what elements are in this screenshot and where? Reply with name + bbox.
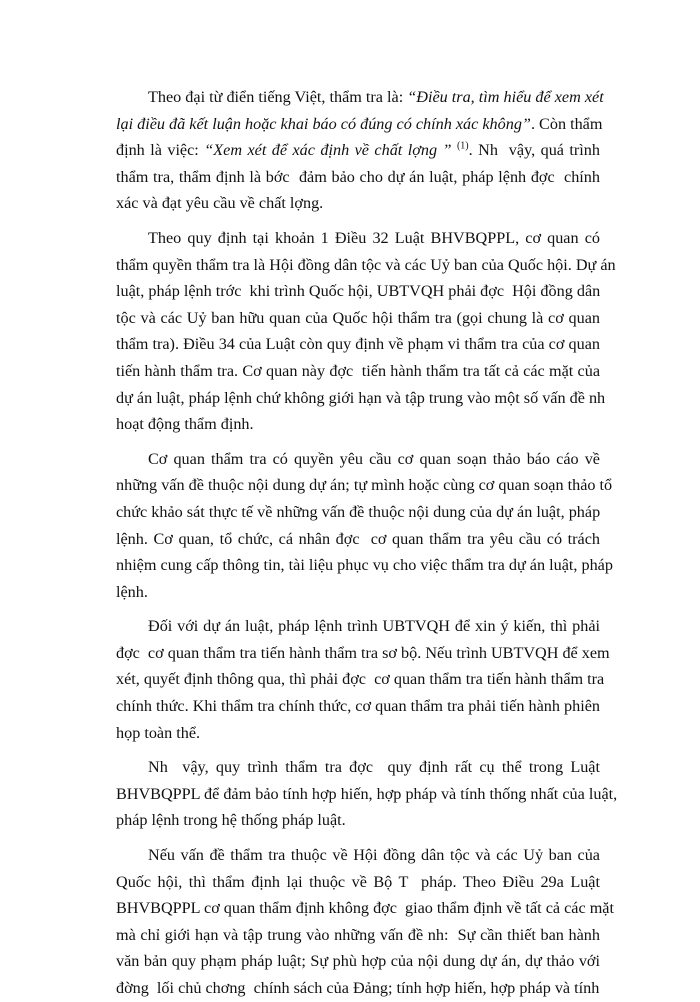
paragraph-line: BHVBQPPL cơ quan thẩm định không đợc giao thẩm định về tất cả các mặt	[116, 899, 614, 918]
paragraph-line: pháp lệnh trong hệ thống pháp luật.	[116, 811, 346, 830]
paragraph-line: định là việc: “Xem xét để xác định về chất lợng ” $^{(1)}$. Nh vậy, quá trình	[116, 140, 600, 160]
paragraph-5	[116, 754, 618, 834]
paragraph-line: tộc và các Uỷ ban hữu quan của Quốc hội thẩm tra (gọi chung là cơ quan	[116, 308, 600, 327]
paragraph-line: mà chỉ giới hạn và tập trung vào những vấn đề nh: Sự cần thiết ban hành	[116, 925, 600, 944]
paragraph-line: Đối với dự án luật, pháp lệnh trình UBTVQH để xin ý kiến, thì phải	[148, 617, 600, 636]
paragraph-line: họp toàn thể.	[116, 723, 201, 742]
paragraph-3	[116, 446, 613, 606]
paragraph-2	[116, 225, 616, 438]
paragraph-line: đợc cơ quan thẩm tra tiến hành thẩm tra sơ bộ. Nếu trình UBTVQH để xem	[116, 643, 610, 662]
paragraph-line: đờng lối chủ chơng chính sách của Đảng; tính hợp hiến, hợp pháp và tính	[116, 979, 600, 997]
paragraph-line: chính thức. Khi thẩm tra chính thức, cơ quan thẩm tra phải tiến hành phiên	[116, 697, 600, 716]
paragraph-1	[116, 84, 604, 217]
paragraph-line: Nh vậy, quy trình thẩm tra đợc quy định rất cụ thể trong Luật	[148, 758, 600, 777]
paragraph-6	[116, 842, 614, 1002]
paragraph-gap	[116, 217, 600, 225]
footnote-marker: (1)	[456, 140, 469, 152]
paragraph-line: lệnh.	[116, 582, 148, 601]
paragraph-line: Nếu vấn đề thẩm tra thuộc về Hội đồng dân tộc và các Uỷ ban của	[148, 846, 600, 865]
paragraph-line: tiến hành thẩm tra. Cơ quan này đợc tiến hành thẩm tra tất cả các mặt của	[116, 361, 600, 380]
paragraph-line: luật, pháp lệnh trớc khi trình Quốc hội, UBTVQH phải đợc Hội đồng dân	[116, 282, 601, 301]
paragraph-gap	[116, 834, 600, 842]
paragraph-line: chức khảo sát thực tế về những vấn đề thuộc nội dung của dự án luật, pháp	[116, 502, 601, 521]
paragraph-line: hoạt động thẩm định.	[116, 415, 254, 434]
paragraph-line: những vấn đề thuộc nội dung dự án; tự mình hoặc cùng cơ quan soạn thảo tổ	[116, 476, 613, 495]
paragraph-line: Quốc hội, thì thẩm định lại thuộc về Bộ T pháp. Theo Điều 29a Luật	[116, 872, 600, 891]
paragraph-gap	[116, 605, 600, 613]
document-body	[116, 84, 618, 1002]
paragraph-gap	[116, 746, 600, 754]
paragraph-line: Cơ quan thẩm tra có quyền yêu cầu cơ quan soạn thảo báo cáo về	[148, 449, 600, 468]
paragraph-line: lại điều đã kết luận hoặc khai báo có đúng có chính xác không”. Còn thẩm	[116, 114, 603, 133]
paragraph-line: thẩm quyền thẩm tra là Hội đồng dân tộc và các Uỷ ban của Quốc hội. Dự án	[116, 255, 616, 274]
paragraph-line: Theo đại từ điển tiếng Việt, thẩm tra là: “Điều tra, tìm hiểu để xem xét	[148, 88, 604, 106]
paragraph-4	[116, 613, 610, 746]
paragraph-line: Theo quy định tại khoản 1 Điều 32 Luật BHVBQPPL, cơ quan có	[148, 228, 600, 247]
paragraph-line: xác và đạt yêu cầu về chất lợng.	[116, 194, 324, 213]
paragraph-line: thẩm tra, thẩm định là bớc đảm bảo cho dự án luật, pháp lệnh đợc chính	[116, 167, 600, 186]
paragraph-line: BHVBQPPL để đảm bảo tính hợp hiến, hợp pháp và tính thống nhất của luật,	[116, 784, 618, 803]
paragraph-line: văn bản quy phạm pháp luật; Sự phù hợp của nội dung dự án, dự thảo với	[116, 952, 600, 971]
paragraph-line: dự án luật, pháp lệnh chứ không giới hạn và tập trung vào một số vấn đề nh	[116, 388, 606, 407]
paragraph-line: nhiệm cung cấp thông tin, tài liệu phục vụ cho việc thẩm tra dự án luật, pháp	[116, 556, 613, 575]
paragraph-line: xét, quyết định thông qua, thì phải đợc cơ quan thẩm tra tiến hành thẩm tra	[116, 670, 605, 689]
paragraph-gap	[116, 438, 600, 446]
paragraph-line: thẩm tra). Điều 34 của Luật còn quy định về phạm vi thẩm tra của cơ quan	[116, 335, 600, 354]
paragraph-line: lệnh. Cơ quan, tổ chức, cá nhân đợc cơ quan thẩm tra yêu cầu có trách	[116, 529, 600, 548]
